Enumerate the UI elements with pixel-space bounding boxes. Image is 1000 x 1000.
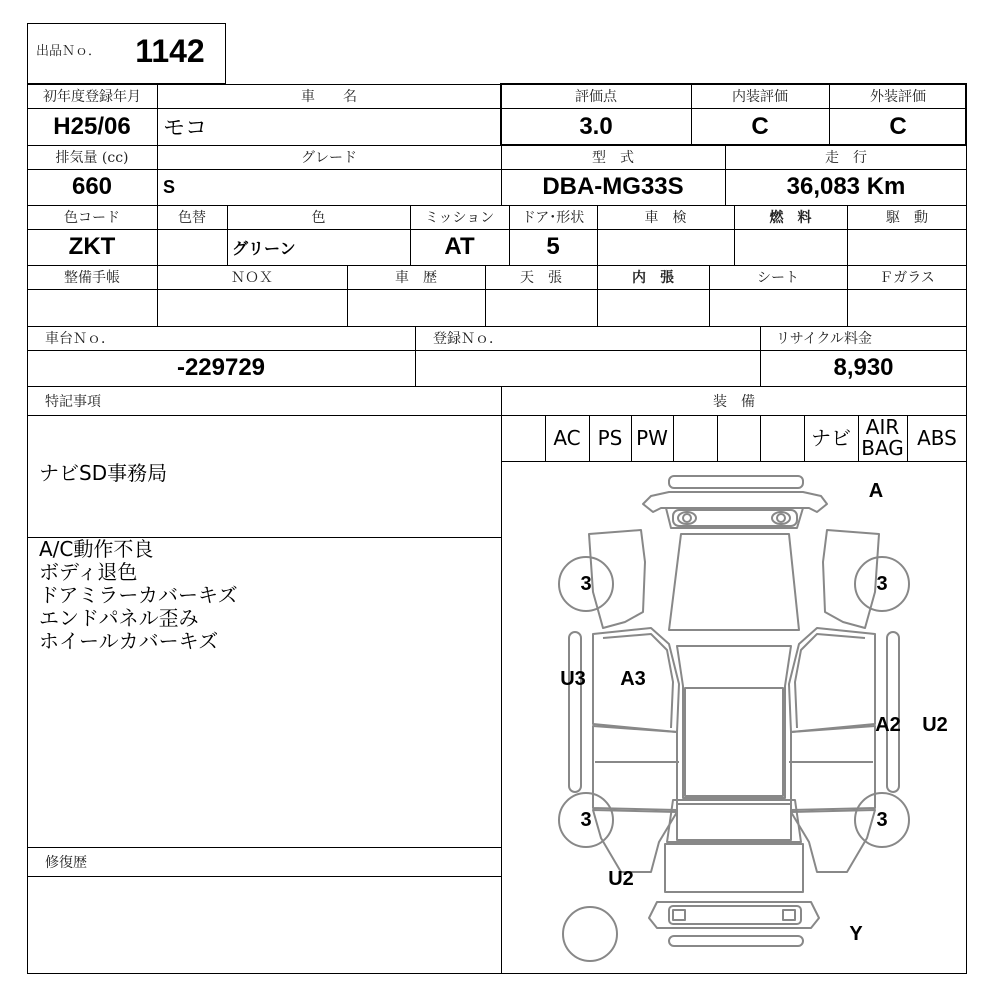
remarks-line: A/C動作不良 <box>39 537 154 561</box>
damage-mark-front-right-tire: 3 <box>876 572 888 595</box>
equipment-item <box>673 415 717 461</box>
nox-label: ＮＯＸ <box>231 270 273 286</box>
chassis-number-label: 車台Ｎｏ． <box>45 331 115 347</box>
interior-trim-label: 内 張 <box>632 270 674 286</box>
model-code-label: 型 式 <box>592 150 634 166</box>
lot-number: 1142 <box>135 32 205 69</box>
vehicle-history-label: 車 歴 <box>395 270 437 286</box>
mileage-value: 36,083 Km <box>786 173 906 200</box>
chassis-number-value: -229729 <box>176 354 266 381</box>
seat-label: シート <box>757 270 799 286</box>
transmission-label: ミッション <box>424 210 495 226</box>
transmission-value: AT <box>444 233 475 260</box>
equipment-pw: PW <box>636 426 668 450</box>
remarks-line: ボディ退色 <box>39 560 138 584</box>
inspection-label: 車 検 <box>644 210 687 226</box>
damage-mark-rear-left: U2 <box>608 867 634 890</box>
displacement-value: 660 <box>71 173 113 200</box>
repair-history-label: 修復歴 <box>45 855 87 871</box>
displacement-label: 排気量 (cc) <box>55 150 129 166</box>
headliner-label: 天 張 <box>520 270 562 286</box>
grade-value: S <box>163 176 176 197</box>
score-value: 3.0 <box>579 112 613 140</box>
front-glass-label: Ｆガラス <box>879 270 935 286</box>
model-code-value: DBA-MG33S <box>542 173 684 200</box>
remarks-top-text: ナビSD事務局 <box>39 461 168 485</box>
damage-mark-right-rocker: U2 <box>922 713 948 736</box>
damage-mark-right-door: A2 <box>875 713 901 736</box>
car-name-value: モコ <box>163 116 208 141</box>
damage-mark-left-door: A3 <box>620 667 646 690</box>
interior-rating-label: 内装評価 <box>732 89 788 105</box>
mileage-label: 走 行 <box>825 150 867 166</box>
repaint-value <box>157 229 227 265</box>
color-value: グリーン <box>232 240 296 258</box>
exterior-rating-label: 外装評価 <box>870 89 926 105</box>
doors-label: ドア･形状 <box>521 210 585 226</box>
equipment-item <box>760 415 804 461</box>
equipment-abs: ABS <box>917 426 957 450</box>
damage-mark-rear-right-tire: 3 <box>876 808 888 831</box>
color-code-value: ZKT <box>68 233 116 260</box>
doors-value: 5 <box>546 233 560 260</box>
inspection-value <box>597 229 734 265</box>
interior-rating-value: C <box>751 112 769 140</box>
registration-number-value <box>415 350 760 386</box>
remarks-line: ドアミラーカバーキズ <box>39 583 238 607</box>
damage-mark-left-rocker: U3 <box>560 667 586 690</box>
equipment-navi: ナビ <box>811 426 851 450</box>
equipment-item <box>501 415 545 461</box>
remarks-line: ホイールカバーキズ <box>39 629 219 653</box>
first-registration-label: 初年度登録年月 <box>43 89 141 105</box>
damage-mark-rear-left-tire: 3 <box>580 808 592 831</box>
first-registration-value: H25/06 <box>53 112 131 140</box>
equipment-ps: PS <box>597 426 623 450</box>
registration-number-label: 登録Ｎｏ． <box>433 331 503 347</box>
recycle-fee-value: 8,930 <box>833 354 894 381</box>
damage-mark-front-left-tire: 3 <box>580 572 592 595</box>
damage-mark-front: A <box>868 479 884 502</box>
damage-mark-rear: Y <box>849 922 863 945</box>
recycle-fee-label: リサイクル料金 <box>776 331 873 347</box>
remarks-line: エンドパネル歪み <box>39 606 199 630</box>
service-book-label: 整備手帳 <box>64 270 120 286</box>
car-name-label: 車 名 <box>301 89 357 105</box>
score-label: 評価点 <box>575 89 617 105</box>
color-code-label: 色コード <box>64 210 120 226</box>
lot-number-label: 出品Ｎｏ． <box>36 43 102 59</box>
drive-value <box>847 229 967 265</box>
equipment-airbag: AIR BAG <box>861 415 904 460</box>
equipment-item <box>717 415 760 461</box>
repaint-label: 色替 <box>178 210 206 226</box>
equipment-label: 装 備 <box>713 394 755 410</box>
fuel-value <box>734 229 847 265</box>
color-label: 色 <box>311 210 326 226</box>
equipment-ac: AC <box>553 426 581 450</box>
drive-label: 駆 動 <box>886 210 928 226</box>
fuel-label: 燃 料 <box>769 210 812 226</box>
remarks-label: 特記事項 <box>45 394 101 410</box>
grade-label: グレード <box>301 150 357 166</box>
exterior-rating-value: C <box>889 112 907 140</box>
